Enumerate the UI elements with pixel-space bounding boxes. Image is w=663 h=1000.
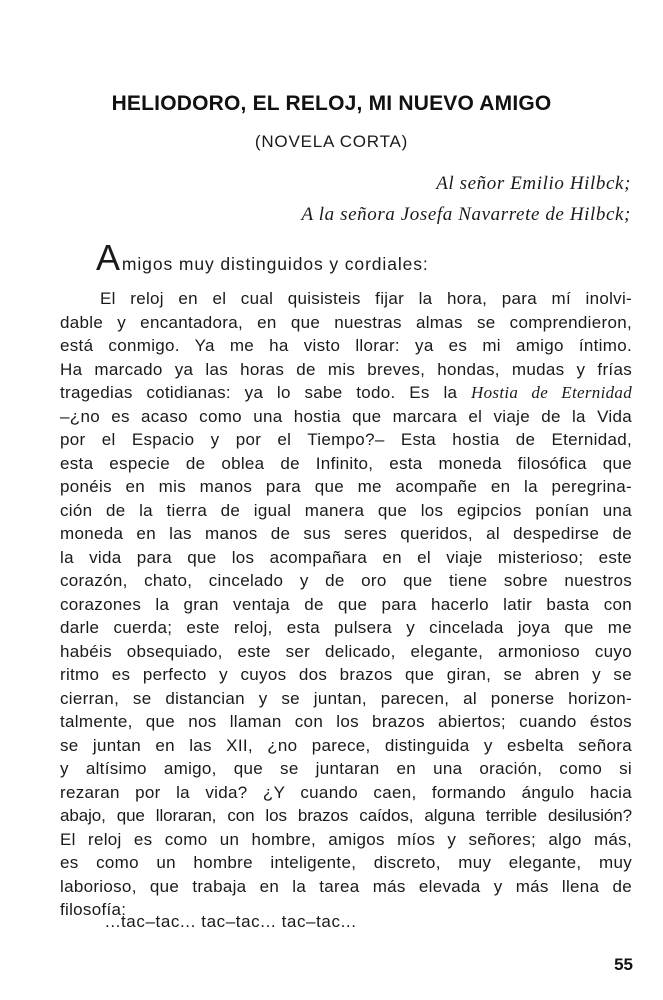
body-line: abajo, que lloraran, con los brazos caídos, alguna terrible desilusión? [60, 806, 632, 825]
body-line: moneda en las manos de sus seres queridos, al despedirse de [60, 524, 632, 543]
body-line: ritmo es perfecto y cuyos dos brazos que giran, se abren y se [60, 665, 632, 684]
page-number: 55 [614, 955, 633, 974]
body-line: es como un hombre inteligente, discreto, muy elegante, muy [60, 853, 632, 872]
body-line: talmente, que nos llaman con los brazos abiertos; cuando éstos [60, 712, 632, 731]
body-line: –¿no es acaso como una hostia que marcara el viaje de la Vida [60, 406, 632, 426]
body-line: El reloj es como un hombre, amigos míos y señores; algo más, [60, 829, 632, 849]
body-line: se juntan en las XII, ¿no parece, distinguida y esbelta señora [60, 735, 632, 755]
body-line: y altísimo amigo, que se juntaran en una oración, como si [60, 759, 632, 778]
body-line [60, 381, 632, 405]
body-line: esta especie de oblea de Infinito, esta moneda filosófica que [60, 453, 632, 473]
body-line: ponéis en mis manos para que me acompañe en la peregrina- [60, 477, 632, 496]
drop-cap: A [96, 237, 121, 278]
body-line: cierran, se distancian y se juntan, parecen, al ponerse horizon- [60, 688, 632, 708]
dedication-line: Al señor Emilio Hilbck; [436, 173, 631, 194]
onomatopoeia-line: ...tac–tac... tac–tac... tac–tac... [105, 912, 357, 931]
chapter-title: HELIODORO, EL RELOJ, MI NUEVO AMIGO [111, 92, 552, 115]
body-line: corazones la gran ventaja de que para hacerlo latir basta con [60, 594, 632, 614]
body-line: dable y encantadora, en que nuestras almas se comprendieron, [60, 312, 632, 332]
body-line: darle cuerda; este reloj, esta pulsera y cincelada joya que me [60, 618, 632, 637]
body-line: filosofía: [60, 900, 127, 919]
body-line: laborioso, que trabaja en la tarea más elevada y más llena de [60, 876, 632, 896]
body-line: por el Espacio y por el Tiempo?– Esta hostia de Eternidad, [60, 430, 632, 449]
body-line: Ha marcado ya las horas de mis breves, hondas, mudas y frías [60, 359, 632, 379]
body-line: El reloj en el cual quisisteis fijar la hora, para mí inolvi- [100, 289, 632, 308]
body-paragraph [60, 287, 632, 922]
body-line: ción de la tierra de igual manera que los egipcios ponían una [60, 500, 632, 520]
salutation-text: migos muy distinguidos y cordiales: [121, 254, 429, 274]
body-line: la vida para que los acompañara en el viaje misterioso; este [60, 547, 632, 567]
body-line-text: tragedias cotidianas: ya lo sabe todo. Es la [60, 383, 458, 402]
body-line: corazón, chato, cincelado y de oro que tiene sobre nuestros [60, 571, 632, 590]
body-line: habéis obsequiado, este ser delicado, elegante, armonioso cuyo [60, 641, 632, 661]
italic-phrase: Hostia de Eternidad [471, 383, 632, 402]
dedication [302, 168, 631, 230]
salutation [96, 237, 429, 278]
body-line: rezaran por la vida? ¿Y cuando caen, formando ángulo hacia [60, 782, 632, 802]
body-line: está conmigo. Ya me ha visto llorar: ya es mi amigo íntimo. [60, 336, 632, 355]
dedication-line: A la señora Josefa Navarrete de Hilbck; [301, 204, 631, 225]
chapter-subtitle: (NOVELA CORTA) [254, 132, 409, 151]
